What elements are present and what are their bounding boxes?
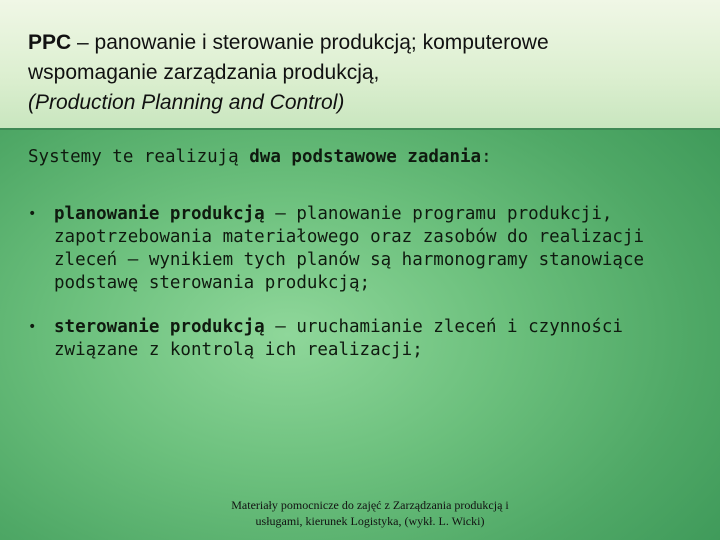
intro-prefix: Systemy te realizują	[28, 147, 250, 167]
bullet-icon: •	[28, 206, 37, 222]
intro-suffix: :	[481, 147, 492, 167]
slide-header	[0, 0, 720, 130]
intro-emphasis: dwa podstawowe zadania	[249, 147, 482, 167]
title-abbreviation: PPC	[28, 31, 72, 54]
title-line-1	[28, 28, 708, 58]
title-line-2: wspomaganie zarządzania produkcją,	[28, 61, 380, 84]
slide-title	[28, 28, 708, 118]
slide-footer	[170, 497, 570, 529]
intro-paragraph	[28, 146, 698, 169]
bullet-description: – uruchamianie zleceń i czynności związane z kontrolą ich realizacji;	[54, 317, 623, 360]
footer-line-1: Materiały pomocnicze do zajęć z Zarządzania produkcją i	[231, 498, 509, 512]
bullet-icon: •	[28, 319, 37, 335]
footer-line-2: usługami, kierunek Logistyka, (wykł. L. Wicki)	[255, 514, 485, 528]
bullet-list	[28, 203, 698, 383]
title-text: – panowanie i sterowanie produkcją; komputerowe	[71, 31, 549, 54]
list-item	[28, 316, 698, 362]
bullet-description: – planowanie programu produkcji, zapotrzebowania materiałowego oraz zasobów do realizacji zleceń – wynikiem tych planów są harmonogramy stanowiące podstawę sterowania produkcją;	[54, 204, 645, 293]
list-item	[28, 203, 698, 295]
bullet-term: sterowanie produkcją	[54, 317, 265, 337]
title-line-3: (Production Planning and Control)	[28, 91, 345, 114]
bullet-term: planowanie produkcją	[54, 204, 265, 224]
